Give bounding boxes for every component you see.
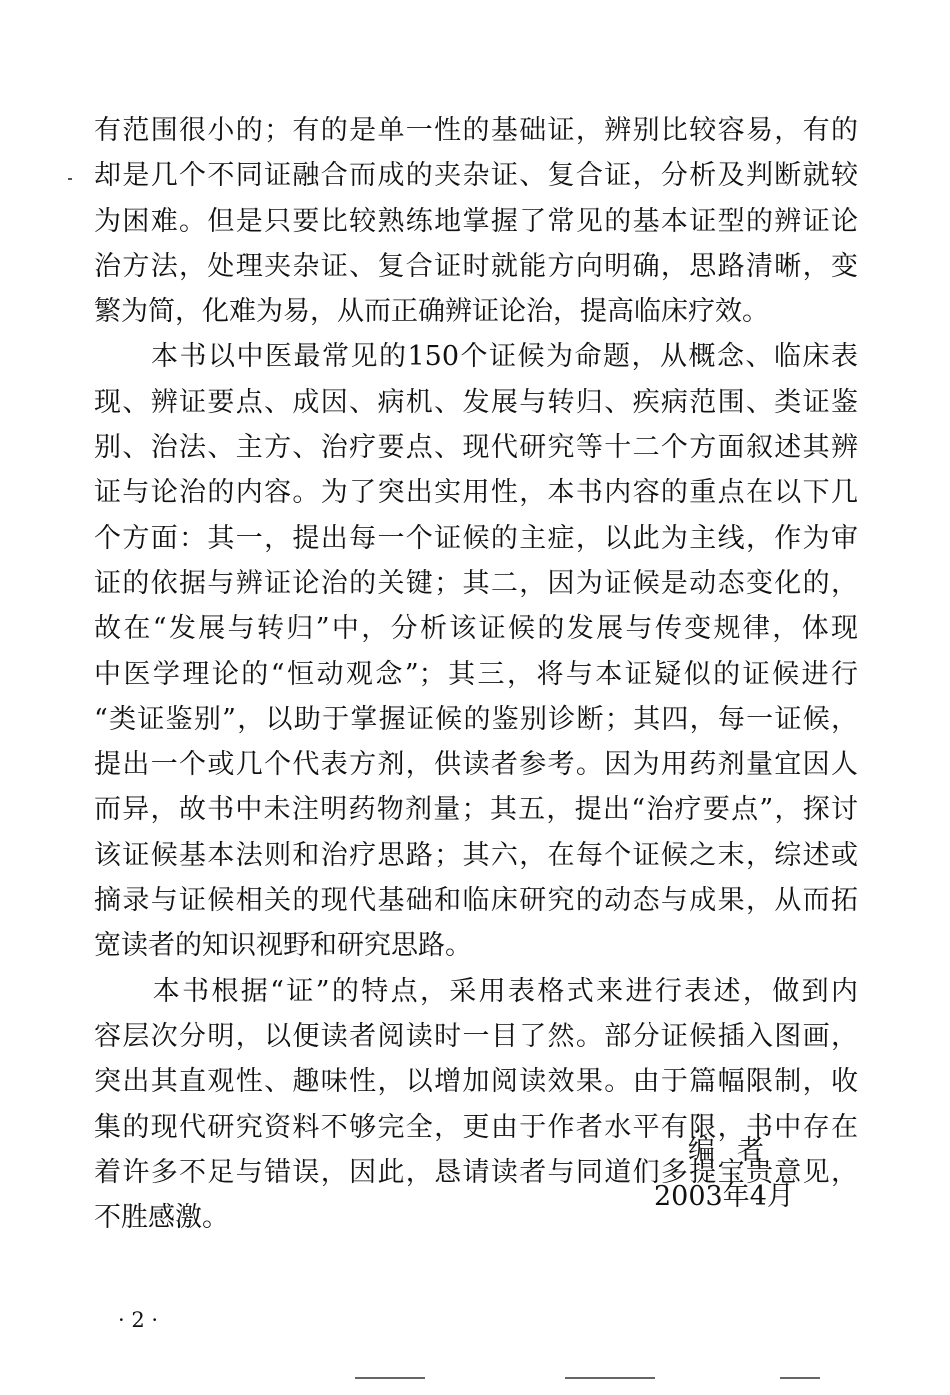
text-line: 着许多不足与错误，因此，恳请读者与同道们多提宝贵意见， <box>94 1156 858 1188</box>
text-line: 而异，故书中未注明药物剂量；其五，提出“治疗要点”，探讨 <box>94 794 858 826</box>
author-signature: 编者 <box>688 1135 786 1166</box>
text-line: 现、辨证要点、成因、病机、发展与转归、疾病范围、类证鉴 <box>94 386 858 418</box>
text-line: “类证鉴别”，以助于掌握证候的鉴别诊断；其四，每一证候， <box>94 703 858 735</box>
text-line: 证的依据与辨证论治的关键；其二，因为证候是动态变化的， <box>94 567 858 599</box>
text-line: 有范围很小的；有的是单一性的基础证，辨别比较容易，有的 <box>94 115 858 146</box>
scan-artifact-line <box>780 1377 820 1379</box>
text-line: 提出一个或几个代表方剂，供读者参考。因为用药剂量宜因人 <box>94 749 858 781</box>
text-line: 不胜感激。 <box>94 1202 229 1234</box>
text-line: 摘录与证候相关的现代基础和临床研究的动态与成果，从而拓 <box>94 885 858 917</box>
text-line: 集的现代研究资料不够完全，更由于作者水平有限，书中存在 <box>94 1111 858 1143</box>
text-line: 故在“发展与转归”中，分析该证候的发展与传变规律，体现 <box>94 613 858 645</box>
text-line: 证与论治的内容。为了突出实用性，本书内容的重点在以下几 <box>94 477 858 509</box>
text-line: 个方面：其一，提出每一个证候的主症，以此为主线，作为审 <box>94 522 858 554</box>
scan-artifact-line <box>355 1377 425 1379</box>
text-line: 却是几个不同证融合而成的夹杂证、复合证，分析及判断就较 <box>94 160 858 192</box>
text-line: 为困难。但是只要比较熟练地掌握了常见的基本证型的辨证论 <box>94 205 858 237</box>
text-line: 容层次分明，以便读者阅读时一目了然。部分证候插入图画， <box>94 1020 858 1052</box>
scan-mark <box>68 178 72 180</box>
text-line: 突出其直观性、趣味性，以增加阅读效果。由于篇幅限制，收 <box>94 1066 858 1098</box>
text-line: 本书根据“证”的特点，采用表格式来进行表述，做到内 <box>94 975 858 1007</box>
date-line: 2003年4月 <box>654 1181 794 1212</box>
text-line: 别、治法、主方、治疗要点、现代研究等十二个方面叙述其辨 <box>94 432 858 464</box>
page-number: · 2 · <box>118 1308 159 1332</box>
text-line: 宽读者的知识视野和研究思路。 <box>94 930 472 962</box>
scan-artifact-line <box>565 1377 655 1379</box>
text-line: 繁为简，化难为易，从而正确辨证论治，提高临床疗效。 <box>94 296 769 328</box>
text-line: 本书以中医最常见的150个证候为命题，从概念、临床表 <box>94 341 858 373</box>
text-line: 治方法，处理夹杂证、复合证时就能方向明确，思路清晰，变 <box>94 250 858 282</box>
preface-body <box>94 108 858 1240</box>
text-line: 中医学理论的“恒动观念”；其三，将与本证疑似的证候进行 <box>94 658 858 690</box>
text-line: 该证候基本法则和治疗思路；其六，在每个证候之末，综述或 <box>94 839 858 871</box>
